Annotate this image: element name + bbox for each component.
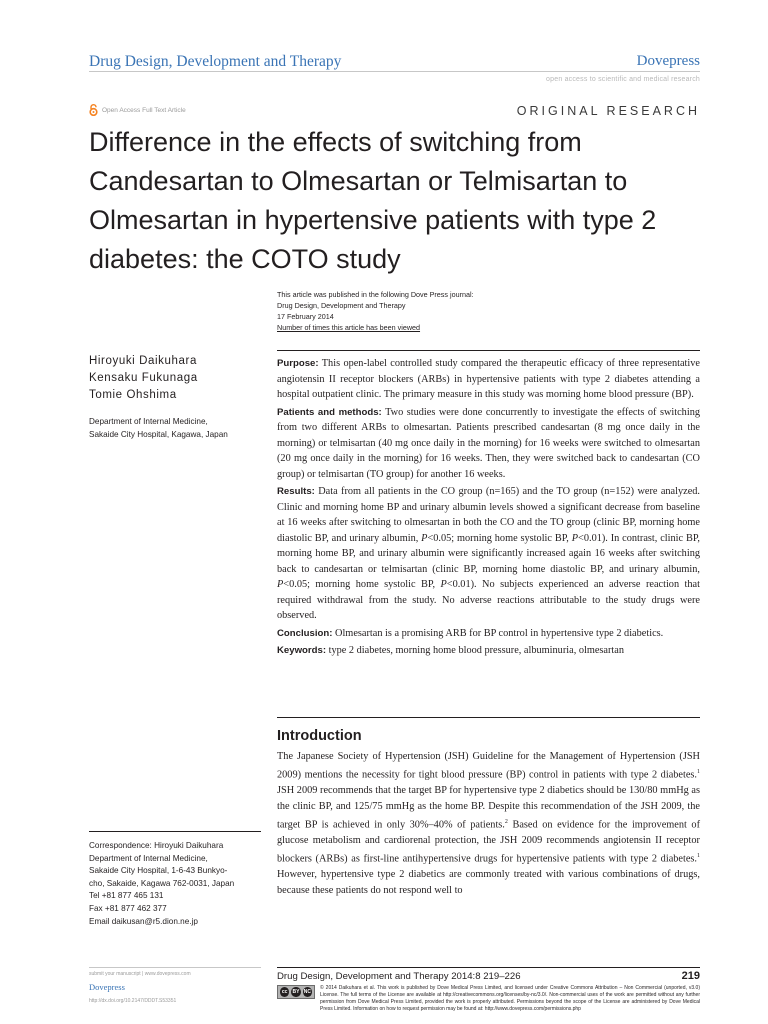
section-text: Two studies were done concurrently to investigate the effects of switching from two different ARBs to olmesartan. Patients prescribed candesartan (8 mg once daily in the morning) or telmisartan (40 mg once daily in the morning) for 16 weeks were switched to olmesartan (20 mg once daily in the morning) for 16 weeks. Then, they were switched back to candesartan (CO group) or telmisartan (TO group) for another 16 weeks. <box>277 406 700 480</box>
submit-manuscript-link[interactable]: submit your manuscript | www.dovepress.com <box>89 971 191 977</box>
reference-link[interactable]: 2 <box>504 818 508 825</box>
publication-date: 17 February 2014 <box>277 312 334 321</box>
correspondence <box>89 840 234 928</box>
correspondence-line: cho, Sakaide, Kagawa 762-0031, Japan <box>89 878 235 888</box>
body-text: Based on evidence for the improvement of glucose metabolism and cardiorenal protection, the JSH 2009 recommends angiotensin II receptor blockers (ARBs) as first-line antihypertensive drugs for hypertensive patients with type 2 diabetes. <box>277 819 701 865</box>
correspondence-line: Sakaide City Hospital, 1-6-43 Bunkyo- <box>89 866 228 876</box>
introduction-body <box>277 749 700 898</box>
section-label: Conclusion: <box>277 627 333 639</box>
article-type: ORIGINAL RESEARCH <box>516 104 700 118</box>
affiliation <box>89 415 228 441</box>
cc-icon: cc <box>281 989 288 995</box>
body-text: However, hypertensive type 2 diabetics are commonly treated with various combinations of drugs, because these patients do not respond well to <box>277 868 700 896</box>
reference-link[interactable]: 1 <box>697 768 700 775</box>
section-text: Data from all patients in the CO group (n=165) and the TO group (n=152) were analyzed. Clinic and morning home BP and urinary albumin levels showed a significant decrease from baseline at 16 weeks after switching to olmesartan in both the CO and the TO group (clinic BP, morning home diastolic BP, and urinary albumin, <box>277 486 700 544</box>
journal-name: Drug Design, Development and Therapy <box>89 53 342 70</box>
section-label: Results: <box>277 486 315 497</box>
p-value-symbol: P <box>440 579 447 590</box>
abstract-results <box>277 484 700 624</box>
correspondence-rule <box>89 831 261 832</box>
publication-statement: This article was published in the following Dove Press journal: <box>277 290 474 299</box>
correspondence-line: Department of Internal Medicine, <box>89 853 208 863</box>
title-line: diabetes: the COTO study <box>89 244 401 274</box>
abstract <box>277 356 700 661</box>
author-name: Hiroyuki Daikuhara <box>89 355 197 367</box>
body-text: JSH 2009 recommends that the target BP for hypertensive type 2 diabetics should be 130/80 mmHg as the clinic BP, and 125/75 mmHg as the home BP. Despite this recommendation of the JSH 2009, the target BP is achieved in only 30%–40% of patients. <box>277 785 700 831</box>
publication-info <box>277 289 474 333</box>
section-text: <0.05; morning home systolic BP, <box>283 579 441 590</box>
open-access-badge <box>89 104 186 116</box>
abstract-purpose <box>277 356 700 403</box>
license-text: © 2014 Daikuhara et al. This work is published by Dove Medical Press Limited, and licensed under Creative Commons Attribution – Non Commercial (unported, v3.0) License. The full terms of the License are available at http://creativecommons.org/licenses/by-nc/3.0/. Non-commercial uses of the work are permitted without any further permission from Dove Medical Press Limited, provided the work is properly attributed. Permissions beyond the scope of the License are administered by Dove Medical Press Limited. Information on how to request permission may be found at: http://www.dovepress.com/permissions.php <box>320 985 700 1012</box>
footer-rule-right <box>277 967 700 968</box>
section-text: type 2 diabetes, morning home blood pressure, albuminuria, olmesartan <box>326 645 625 656</box>
title-line: Candesartan to Olmesartan or Telmisartan to <box>89 166 628 196</box>
correspondence-line: Fax +81 877 462 377 <box>89 903 167 913</box>
doi-link[interactable]: http://dx.doi.org/10.2147/DDDT.S53351 <box>89 998 177 1004</box>
section-label: Patients and methods: <box>277 406 382 418</box>
abstract-top-rule <box>277 350 700 351</box>
correspondence-line: Correspondence: Hiroyuki Daikuhara <box>89 841 224 850</box>
affiliation-line: Department of Internal Medicine, <box>89 417 208 426</box>
correspondence-line: Tel +81 877 465 131 <box>89 891 164 901</box>
creative-commons-badge[interactable] <box>277 985 315 999</box>
section-text: <0.05; morning home systolic BP, <box>427 532 572 544</box>
footer-publisher-logo[interactable]: Dovepress <box>89 982 125 992</box>
page-number: 219 <box>681 970 700 982</box>
article-title <box>89 123 689 279</box>
author-name: Tomie Ohshima <box>89 389 177 401</box>
body-text: The Japanese Society of Hypertension (JSH) Guideline for the Management of Hypertension (JSH 2009) mentions the necessity for tight blood pressure (BP) control in patients with type 2 diabetes. <box>277 751 700 781</box>
cc-by-icon: BY <box>292 989 300 995</box>
footer-citation: Drug Design, Development and Therapy 2014:8 219–226 <box>277 971 521 982</box>
author-list <box>89 353 198 404</box>
p-value-symbol: P <box>571 532 579 544</box>
section-label: Keywords: <box>277 645 327 656</box>
section-text: Olmesartan is a promising ARB for BP control in hypertensive type 2 diabetics. <box>332 627 664 639</box>
abstract-keywords <box>277 643 700 659</box>
views-link[interactable]: Number of times this article has been viewed <box>277 323 421 332</box>
section-text: This open-label controlled study compared the therapeutic efficacy of three representative angiotensin II receptor blockers (ARBs) in hypertensive patients with type 2 diabetes attending a hospital outpatient clinic. The primary measure in this study was morning home blood pressure (BP). <box>277 358 700 400</box>
abstract-conclusion <box>277 626 700 642</box>
affiliation-line: Sakaide City Hospital, Kagawa, Japan <box>89 430 228 439</box>
introduction-heading: Introduction <box>277 728 362 744</box>
header-divider <box>89 71 700 72</box>
section-text: <0.01). In contrast, clinic BP, morning home BP, and urinary albumin were significantly increased again 16 weeks after switching back to candesartan or telmisartan (clinic BP, morning home diastolic BP, and urinary albumin, <box>277 532 700 575</box>
publisher-logo[interactable]: Dovepress <box>636 53 700 69</box>
cc-nc-icon: NC <box>303 989 311 995</box>
author-name: Kensaku Fukunaga <box>89 372 198 384</box>
section-label: Purpose: <box>277 358 319 369</box>
publication-journal: Drug Design, Development and Therapy <box>277 301 406 310</box>
section-text: <0.01). No subjects experienced an adverse reaction that required withdrawal from the study. No adverse reactions attributable to the study drugs were observed. <box>277 579 700 621</box>
p-value-symbol: P <box>277 579 284 590</box>
open-access-label: Open Access Full Text Article <box>102 106 186 114</box>
abstract-bottom-rule <box>277 717 700 718</box>
abstract-methods <box>277 405 700 483</box>
correspondence-email[interactable]: Email daikusan@r5.dion.ne.jp <box>89 916 198 926</box>
publisher-tagline: open access to scientific and medical research <box>546 76 700 83</box>
open-access-lock-icon <box>89 104 98 116</box>
footer-rule-left <box>89 967 261 968</box>
title-line: Olmesartan in hypertensive patients with type 2 <box>89 205 657 235</box>
title-line: Difference in the effects of switching from <box>89 127 582 157</box>
reference-link[interactable]: 1 <box>697 852 700 859</box>
p-value-symbol: P <box>421 532 428 544</box>
